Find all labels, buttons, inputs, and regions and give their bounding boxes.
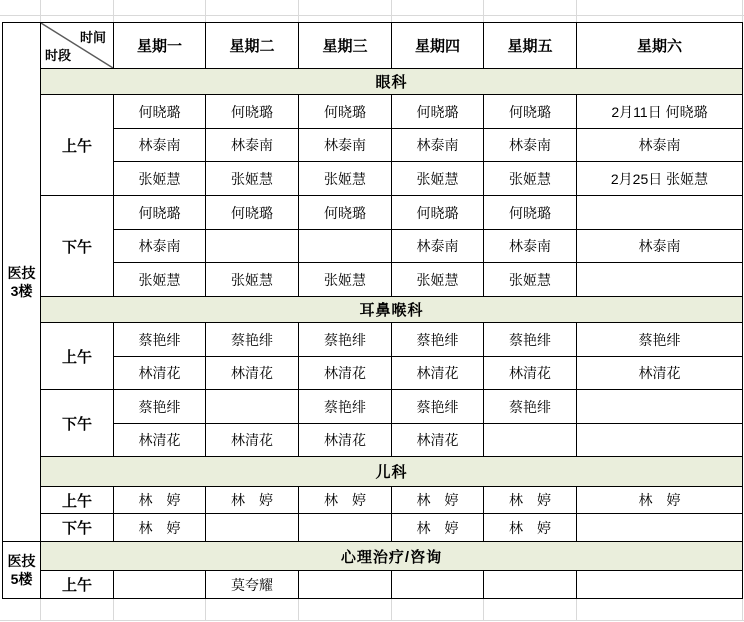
schedule-cell[interactable]: 蔡艳绯	[392, 390, 484, 424]
section-banner[interactable]: 心理治疗/咨询	[41, 542, 743, 571]
schedule-cell[interactable]: 林 婷	[392, 514, 484, 542]
time-period-cell[interactable]: 下午	[41, 390, 114, 457]
schedule-cell[interactable]: 张姬慧	[392, 162, 484, 196]
gridline	[576, 0, 577, 22]
schedule-cell[interactable]: 林泰南	[392, 129, 484, 162]
day-header-cell[interactable]: 星期六	[577, 23, 743, 69]
schedule-cell-empty[interactable]	[206, 514, 299, 542]
schedule-cell[interactable]: 张姬慧	[114, 263, 206, 297]
schedule-cell[interactable]: 蔡艳绯	[299, 323, 392, 357]
gridline	[742, 599, 743, 620]
schedule-cell[interactable]: 莫夸耀	[206, 571, 299, 599]
schedule-cell-empty[interactable]	[484, 424, 577, 457]
day-header-cell[interactable]: 星期二	[206, 23, 299, 69]
schedule-table	[2, 22, 743, 599]
schedule-cell[interactable]: 张姬慧	[206, 162, 299, 196]
schedule-cell-empty[interactable]	[206, 230, 299, 263]
schedule-cell[interactable]: 蔡艳绯	[206, 323, 299, 357]
schedule-cell[interactable]: 林清花	[392, 357, 484, 390]
schedule-cell[interactable]: 蔡艳绯	[299, 390, 392, 424]
time-period-cell[interactable]: 上午	[41, 95, 114, 196]
schedule-cell-empty[interactable]	[577, 571, 743, 599]
schedule-cell[interactable]: 张姬慧	[484, 263, 577, 297]
schedule-cell-empty[interactable]	[114, 571, 206, 599]
gridline	[40, 599, 41, 620]
schedule-cell[interactable]: 林泰南	[299, 129, 392, 162]
gridline	[113, 0, 114, 22]
schedule-cell[interactable]: 林清花	[392, 424, 484, 457]
schedule-cell-empty[interactable]	[484, 571, 577, 599]
schedule-cell[interactable]: 何晓璐	[114, 95, 206, 129]
schedule-cell[interactable]: 何晓璐	[299, 95, 392, 129]
schedule-cell[interactable]: 林 婷	[392, 487, 484, 514]
schedule-cell[interactable]: 林 婷	[114, 487, 206, 514]
schedule-cell[interactable]: 何晓璐	[206, 95, 299, 129]
gridline	[298, 599, 299, 620]
floor-label-line2: 5楼	[10, 571, 33, 587]
schedule-cell-empty[interactable]	[577, 263, 743, 297]
schedule-cell[interactable]: 蔡艳绯	[392, 323, 484, 357]
schedule-cell-empty[interactable]	[206, 390, 299, 424]
schedule-cell[interactable]: 何晓璐	[114, 196, 206, 230]
schedule-cell[interactable]: 何晓璐	[392, 95, 484, 129]
schedule-cell[interactable]: 林清花	[206, 357, 299, 390]
section-banner[interactable]: 眼科	[41, 69, 743, 95]
schedule-cell-empty[interactable]	[577, 424, 743, 457]
schedule-cell[interactable]: 张姬慧	[206, 263, 299, 297]
schedule-cell[interactable]: 林清花	[114, 357, 206, 390]
floor-label-cell[interactable]	[3, 23, 41, 542]
schedule-cell[interactable]: 何晓璐	[392, 196, 484, 230]
gridline	[205, 599, 206, 620]
schedule-cell[interactable]: 蔡艳绯	[484, 323, 577, 357]
schedule-cell[interactable]: 蔡艳绯	[114, 323, 206, 357]
schedule-cell[interactable]: 林 婷	[484, 514, 577, 542]
floor-label-cell[interactable]	[3, 542, 41, 599]
schedule-cell[interactable]: 林清花	[206, 424, 299, 457]
schedule-cell[interactable]: 林 婷	[484, 487, 577, 514]
schedule-cell[interactable]: 何晓璐	[484, 95, 577, 129]
schedule-cell[interactable]: 张姬慧	[484, 162, 577, 196]
schedule-cell[interactable]: 何晓璐	[484, 196, 577, 230]
gridline	[0, 15, 744, 16]
schedule-cell[interactable]: 林清花	[299, 357, 392, 390]
gridline	[298, 0, 299, 22]
gridline	[0, 620, 744, 621]
day-header-cell[interactable]: 星期三	[299, 23, 392, 69]
floor-label-line2: 3楼	[10, 283, 33, 299]
schedule-cell[interactable]: 林泰南	[577, 129, 743, 162]
gridline	[391, 599, 392, 620]
schedule-cell[interactable]: 林 婷	[114, 514, 206, 542]
schedule-cell[interactable]: 林泰南	[206, 129, 299, 162]
schedule-cell-empty[interactable]	[299, 571, 392, 599]
schedule-cell[interactable]: 何晓璐	[206, 196, 299, 230]
time-period-cell[interactable]: 上午	[41, 323, 114, 390]
schedule-cell[interactable]: 林 婷	[577, 487, 743, 514]
time-period-cell[interactable]: 上午	[41, 571, 114, 599]
schedule-cell[interactable]: 林泰南	[392, 230, 484, 263]
corner-label-period: 时段	[45, 48, 72, 63]
day-header-cell[interactable]: 星期四	[392, 23, 484, 69]
section-banner[interactable]: 儿科	[41, 457, 743, 487]
schedule-cell[interactable]: 林清花	[577, 357, 743, 390]
schedule-cell[interactable]: 林清花	[114, 424, 206, 457]
schedule-cell[interactable]: 2月11日 何晓璐	[577, 95, 743, 129]
schedule-cell-empty[interactable]	[577, 196, 743, 230]
gridline	[205, 0, 206, 22]
gridline	[742, 0, 743, 22]
schedule-cell-empty[interactable]	[299, 514, 392, 542]
schedule-cell[interactable]: 林清花	[484, 357, 577, 390]
gridline	[113, 599, 114, 620]
floor-label-line1: 医技	[7, 552, 36, 569]
day-header-cell[interactable]: 星期一	[114, 23, 206, 69]
time-period-cell[interactable]: 上午	[41, 487, 114, 514]
schedule-cell-empty[interactable]	[577, 390, 743, 424]
schedule-cell[interactable]: 林泰南	[484, 129, 577, 162]
day-header-cell[interactable]: 星期五	[484, 23, 577, 69]
schedule-cell[interactable]: 林泰南	[577, 230, 743, 263]
schedule-cell[interactable]: 林泰南	[114, 230, 206, 263]
schedule-cell[interactable]: 林清花	[299, 424, 392, 457]
schedule-cell-empty[interactable]	[392, 571, 484, 599]
gridline	[576, 599, 577, 620]
schedule-cell[interactable]: 2月25日 张姬慧	[577, 162, 743, 196]
schedule-cell[interactable]: 林 婷	[206, 487, 299, 514]
schedule-cell[interactable]: 蔡艳绯	[114, 390, 206, 424]
gridline	[40, 0, 41, 22]
schedule-cell[interactable]: 林 婷	[299, 487, 392, 514]
schedule-cell-empty[interactable]	[577, 514, 743, 542]
gridline	[483, 599, 484, 620]
schedule-cell[interactable]: 张姬慧	[299, 263, 392, 297]
schedule-cell[interactable]: 林泰南	[114, 129, 206, 162]
schedule-cell[interactable]: 张姬慧	[392, 263, 484, 297]
schedule-cell[interactable]: 蔡艳绯	[484, 390, 577, 424]
time-period-cell[interactable]: 下午	[41, 196, 114, 297]
corner-label-time: 时间	[79, 30, 106, 45]
schedule-cell[interactable]: 何晓璐	[299, 196, 392, 230]
corner-header-cell[interactable]	[41, 23, 114, 69]
section-banner[interactable]: 耳鼻喉科	[41, 297, 743, 323]
gridline	[391, 0, 392, 22]
schedule-cell[interactable]: 张姬慧	[299, 162, 392, 196]
schedule-cell[interactable]: 林泰南	[484, 230, 577, 263]
schedule-cell-empty[interactable]	[299, 230, 392, 263]
gridline	[483, 0, 484, 22]
time-period-cell[interactable]: 下午	[41, 514, 114, 542]
schedule-cell[interactable]: 张姬慧	[114, 162, 206, 196]
floor-label-line1: 医技	[7, 264, 36, 281]
schedule-cell[interactable]: 蔡艳绯	[577, 323, 743, 357]
